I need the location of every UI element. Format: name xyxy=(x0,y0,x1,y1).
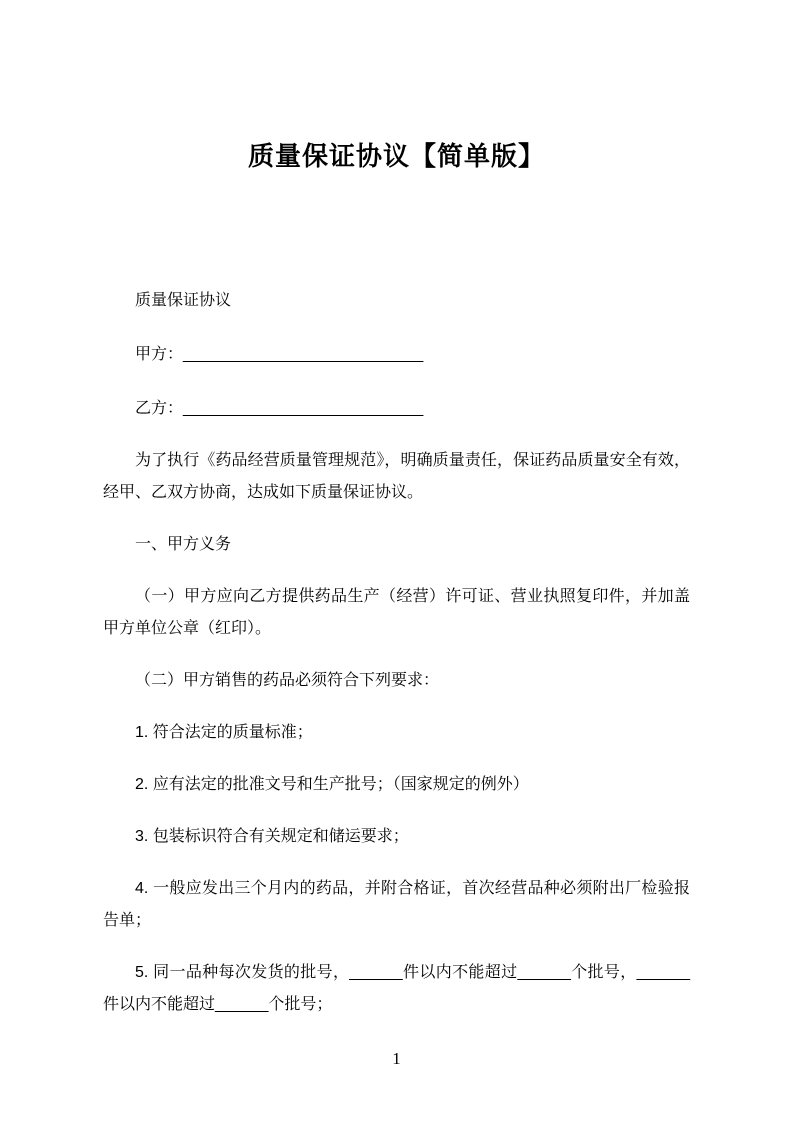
party-a-line xyxy=(103,339,690,371)
page-number: 1 xyxy=(392,1049,401,1068)
requirement-item-3: 3. 包装标识符合有关规定和储运要求； xyxy=(135,828,409,845)
agreement-subtitle: 质量保证协议 xyxy=(135,292,232,309)
document-title: 质量保证协议【简单版】 xyxy=(247,141,545,171)
party-a-blank: ___________________________ xyxy=(183,346,424,363)
requirement-item-5: 5. 同一品种每次发货的批号，______件以内不能超过______个批号，______件以内不能超过______个批号； xyxy=(103,964,690,1013)
party-b-blank: ___________________________ xyxy=(183,400,424,417)
party-b-line xyxy=(103,393,690,425)
intro-paragraph: 为了执行《药品经营质量管理规范》，明确质量责任，保证药品质量安全有效，经甲、乙双方协商，达成如下质量保证协议。 xyxy=(103,452,690,501)
party-a-label: 甲方： xyxy=(135,346,184,363)
requirement-item-4: 4. 一般应发出三个月内的药品，并附合格证，首次经营品种必须附出厂检验报告单； xyxy=(103,880,690,929)
document-content xyxy=(0,140,793,1021)
requirement-item-1: 1. 符合法定的质量标准； xyxy=(135,724,313,741)
section-heading-party-a-obligations: 一、甲方义务 xyxy=(135,536,232,553)
clause-1: （一）甲方应向乙方提供药品生产（经营）许可证、营业执照复印件，并加盖甲方单位公章（红印）。 xyxy=(103,588,690,637)
requirement-item-2: 2. 应有法定的批准文号和生产批号；（国家规定的例外） xyxy=(135,776,529,793)
party-b-label: 乙方： xyxy=(135,400,184,417)
clause-2: （二）甲方销售的药品必须符合下列要求： xyxy=(135,672,440,689)
